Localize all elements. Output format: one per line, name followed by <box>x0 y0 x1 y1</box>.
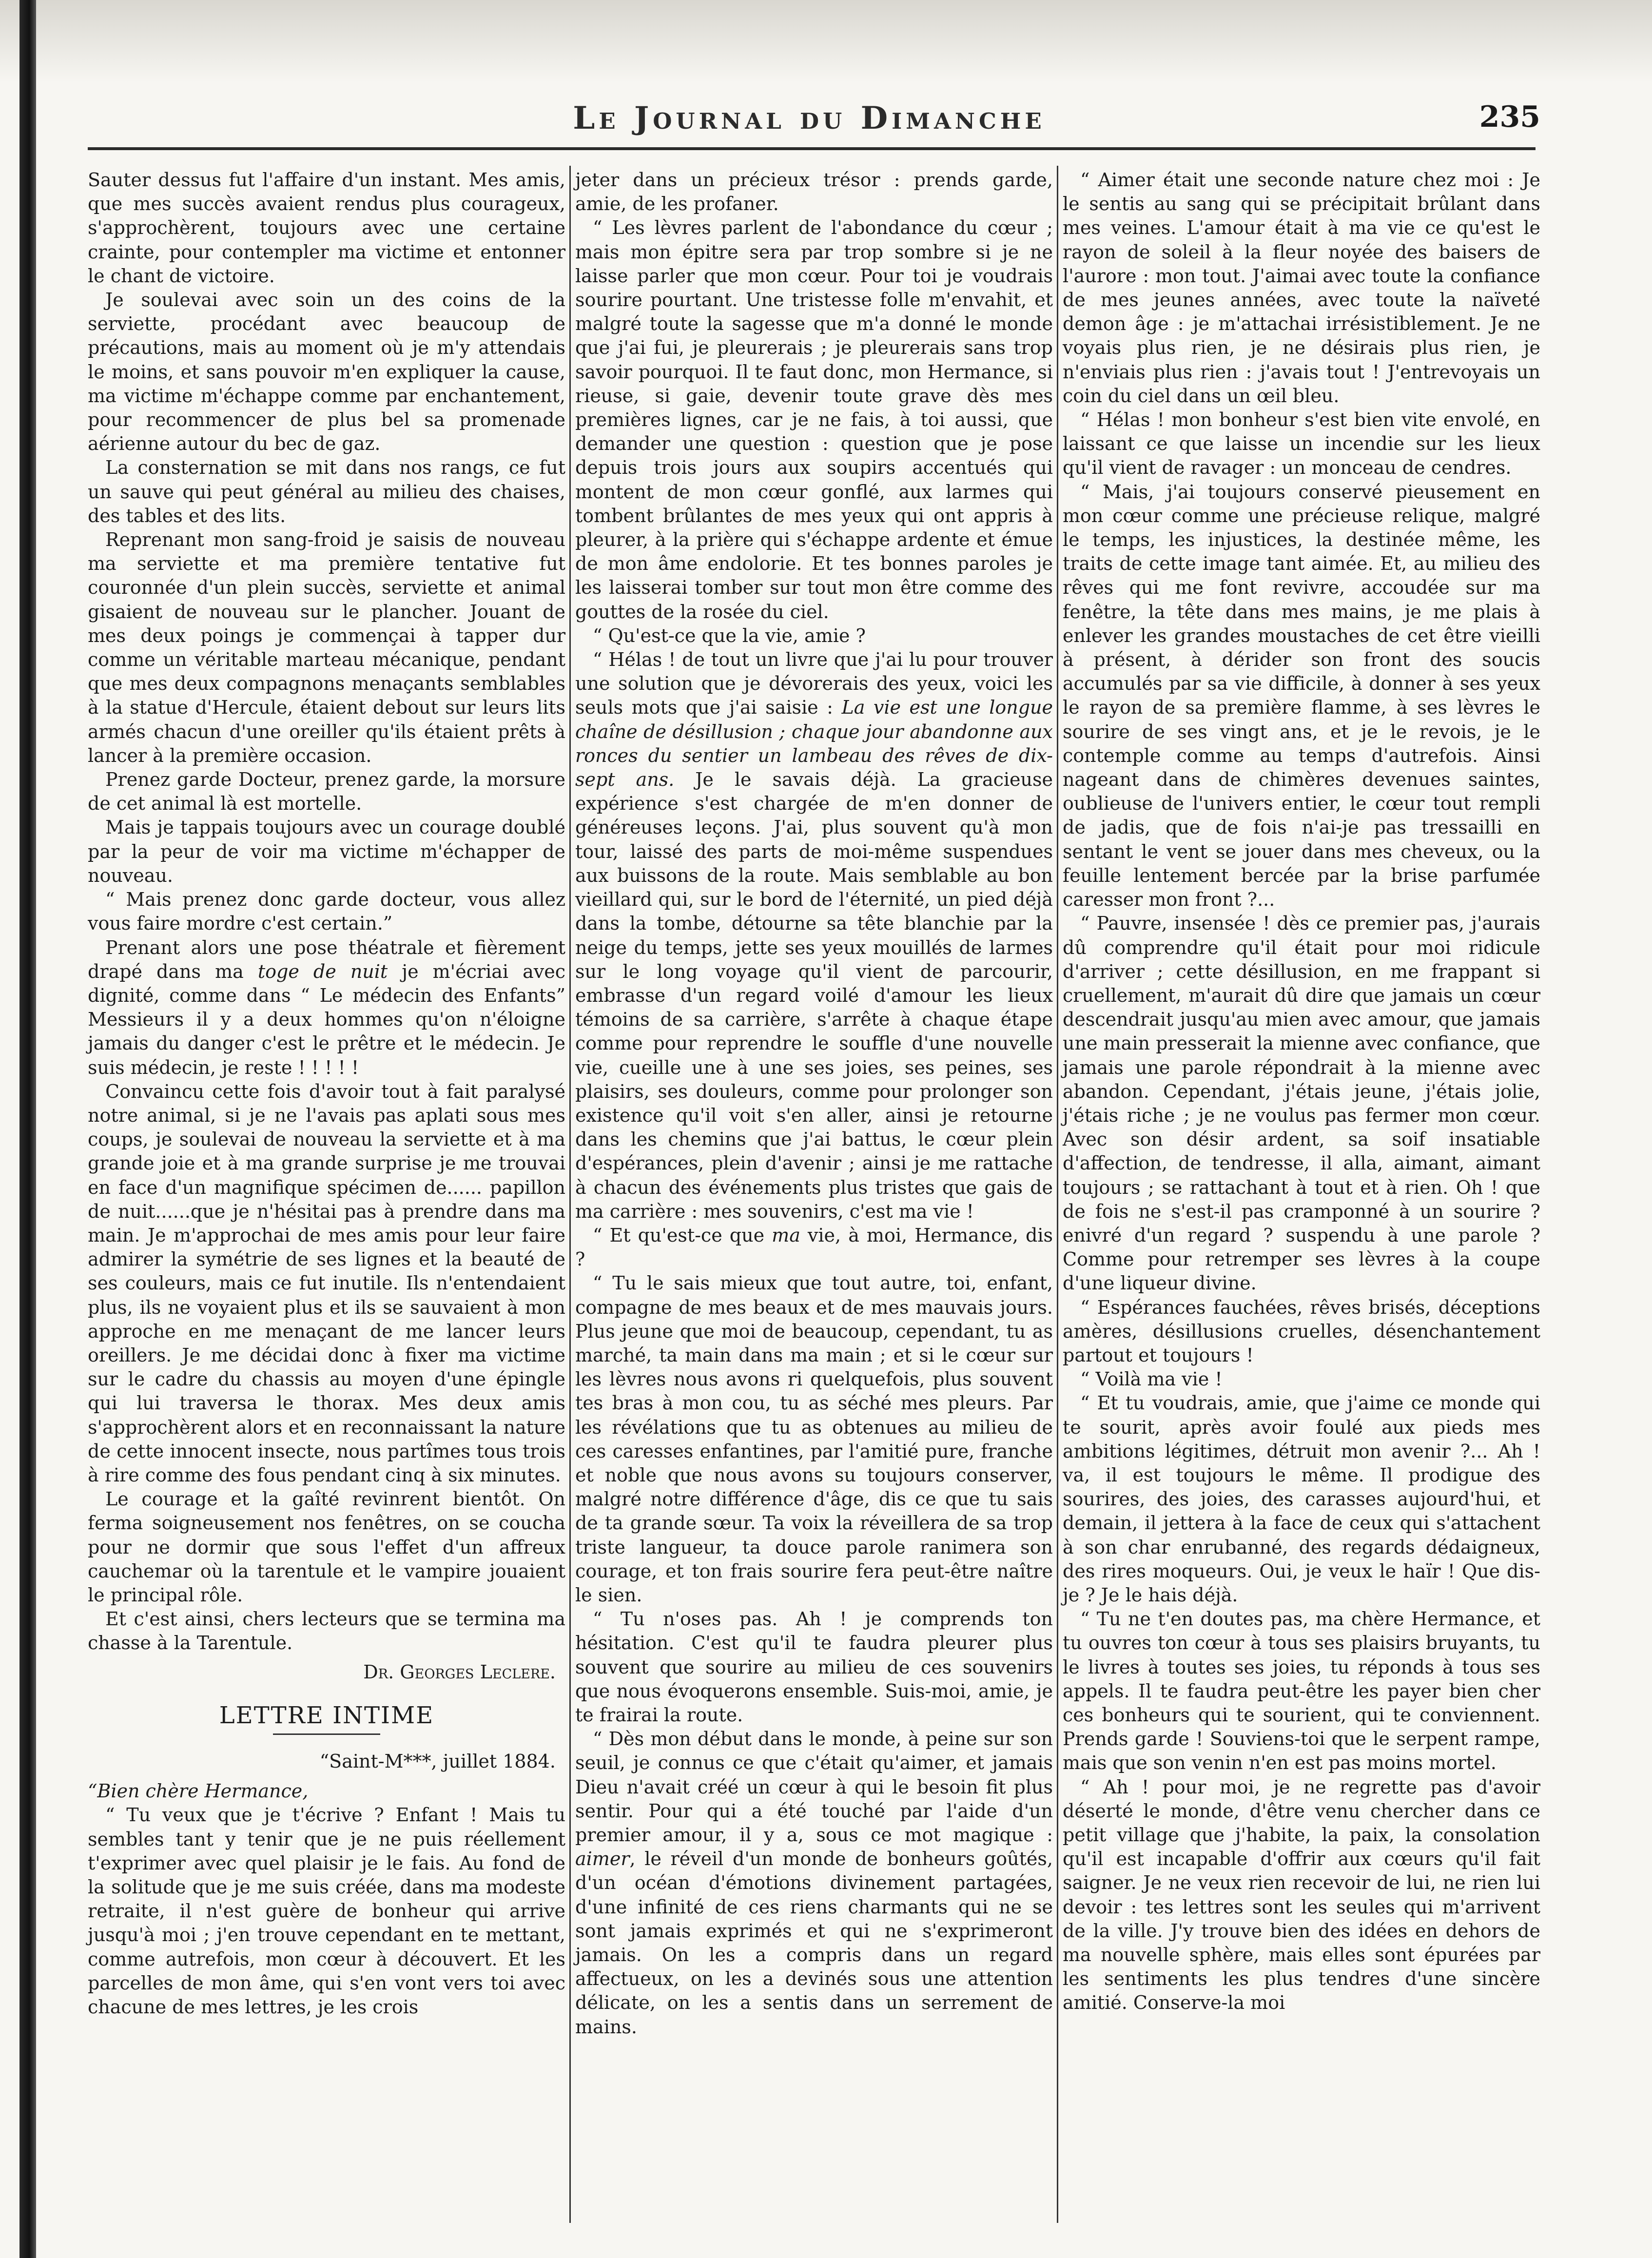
paragraph: “ Voilà ma vie ! <box>1080 1368 1223 1390</box>
paragraph: “ Tu ne t'en doutes pas, ma chère Hermance, et tu ouvres ton cœur à tous ses plaisirs bruyants, tu le livres à toutes ses joies, tu réponds à tous ses appels. Il te faudra peut-être les payer bien cher ces bonheurs qui te sourient, qui te conviennent. Prends garde ! Souviens-toi que le serpent rampe, mais que son venin n'en est pas moins mortel. <box>1063 1608 1540 1774</box>
journal-title: Le Journal du Dimanche <box>573 100 1046 136</box>
text-run: “ Hélas ! de tout un livre que j'ai lu pour trouver une solution que je dévorerais des yeux, voici les seuls mots que j'ai saisie : <box>575 649 1053 719</box>
column-right <box>1063 168 1540 2015</box>
paragraph: Et c'est ainsi, chers lecteurs que se termina ma chasse à la Tarentule. <box>88 1608 565 1654</box>
paragraph <box>575 1224 1053 1271</box>
paragraph: Prenez garde Docteur, prenez garde, la morsure de cet animal là est mortelle. <box>88 769 565 815</box>
letter-dateline: “Saint-M***, juillet 1884. <box>319 1751 556 1772</box>
paragraph: Le courage et la gaîté revinrent bientôt. On ferma soigneusement nos fenêtres, on se coucha pour ne dormir que sous l'effet d'un affreux cauchemar où la tarentule et le vampire jouaient le principal rôle. <box>88 1488 565 1606</box>
header-rule <box>88 147 1535 150</box>
binding-edge <box>19 0 36 2258</box>
text-run: Prenant alors une pose théatrale et fièrement drapé dans ma <box>88 936 565 982</box>
page-header <box>78 90 1540 144</box>
italic-text: toge de nuit <box>257 960 388 982</box>
paragraph: “ Espérances fauchées, rêves brisés, déceptions amères, désillusions cruelles, désenchantement partout et toujours ! <box>1063 1296 1540 1366</box>
italic-text: ma <box>772 1224 800 1246</box>
paragraph: Je soulevai avec soin un des coins de la serviette, procédant avec beaucoup de précautions, mais au moment où je m'y attendais le moins, et sans pouvoir m'en expliquer la cause, ma victime m'échappe comme par enchantement, pour recommencer de plus bel sa promenade aérienne autour du bec de gaz. <box>88 289 565 455</box>
paragraph: “ Pauvre, insensée ! dès ce premier pas, j'aurais dû comprendre qu'il était pour moi ridicule d'arriver ; cette désillusion, en me frappant si cruellement, m'aurait dû dire que jamais un cœur descendrait jusqu'au mien avec amour, que jamais une main presserait la mienne avec confiance, que jamais une parole répondrait à la mienne avec abandon. Cependant, j'étais jeune, j'étais jolie, j'étais riche ; je ne voulus pas fermer mon cœur. Avec son désir ardent, sa soif insatiable d'affection, de tendresse, il alla, aimant, aimant toujours ; se rattachant à tout et à rien. Oh ! que de fois ne s'est-il pas cramponné à un sourire ? enivré d'un regard ? suspendu à une parole ? Comme pour retremper ses lèvres à la coupe d'une liqueur divine. <box>1063 913 1540 1294</box>
paragraph: “ Hélas ! mon bonheur s'est bien vite envolé, en laissant ce que laisse un incendie sur les lieux qu'il vient de ravager : un monceau de cendres. <box>1063 409 1540 479</box>
page-number: 235 <box>1479 100 1540 134</box>
column-left <box>88 168 565 2019</box>
italic-text: La vie est une longue chaîne de désillusion ; chaque jour abandonne aux ronces du sentier un lambeau des rêves de dix-sept ans. <box>575 697 1053 791</box>
column-divider <box>1057 166 1058 2223</box>
paragraph: “ Tu le sais mieux que tout autre, toi, enfant, compagne de mes beaux et de mes mauvais jours. Plus jeune que moi de beaucoup, cependant, tu as marché, ta main dans ma main ; et si le cœur sur les lèvres nous avons ri quelquefois, plus souvent tes bras à mon cou, tu as séché mes pleurs. Par les révélations que tu as obtenues au milieu de ces caresses enfantines, par l'amitié pure, franche et noble que nous avons su toujours conserver, malgré notre différence d'âge, dis ce que tu sais de ta grande sœur. Ta voix la réveillera de sa trop triste langueur, ta douce parole ranimera son courage, et ton frais sourire fera peut-être naître le sien. <box>575 1272 1053 1606</box>
paragraph: “ Tu veux que je t'écrive ? Enfant ! Mais tu sembles tant y tenir que je ne puis réellement t'exprimer avec quel plaisir je le fais. Au fond de la solitude que je me suis créée, dans ma modeste retraite, il n'est guère de bonheur qui arrive jusqu'à moi ; j'en trouve cependant en te mettant, comme autrefois, mon cœur à découvert. Et les parcelles de mon âme, qui s'en vont vers toi avec chacune de mes lettres, je les crois <box>88 1804 565 2018</box>
paragraph: Sauter dessus fut l'affaire d'un instant. Mes amis, que mes succès avaient rendus plus courageux, s'approchèrent, toujours avec une certaine crainte, pour contempler ma victime et entonner le chant de victoire. <box>88 169 565 287</box>
paragraph: “ Mais prenez donc garde docteur, vous allez vous faire mordre c'est certain.” <box>88 889 565 934</box>
column-divider <box>569 166 571 2223</box>
paragraph: Convaincu cette fois d'avoir tout à fait paralysé notre animal, si je ne l'avais pas aplati sous mes coups, je soulevai de nouveau la serviette et à ma grande joie et à ma grande surprise je me trouvai en face d'un magnifique spécimen de...... papillon de nuit......que je n'hésitai pas à prendre dans ma main. Je m'approchai de mes amis pour leur faire admirer la symétrie de ses lignes et la beauté de ses couleurs, mais ce fut inutile. Ils n'entendaient plus, ils ne voyaient plus et ils se sauvaient à mon approche en me menaçant de me lancer leurs oreillers. Je me décidai donc à fixer ma victime sur le cadre du chassis au moyen d'une épingle qui lui traversa le thorax. Mes deux amis s'approchèrent alors et en reconnaissant la nature de cette innocent insecte, nous partîmes tous trois à rire comme des fous pendant cinq à six minutes. <box>88 1080 565 1486</box>
paragraph: jeter dans un précieux trésor : prends garde, amie, de les profaner. <box>575 169 1053 215</box>
italic-text: aimer <box>575 1848 630 1870</box>
column-middle <box>575 168 1053 2039</box>
paragraph: “ Aimer était une seconde nature chez moi : Je le sentis au sang qui se précipitait brûlant dans mes veines. L'amour était à ma vie ce qu'est le rayon de soleil à la fleur noyée des baisers de l'aurore : mon tout. J'aimai avec toute la confiance de mes jeunes années, avec toute la naïveté demon âge : je m'attachai irrésistiblement. Je ne voyais plus rien, je ne désirais plus rien, je n'enviais plus rien : j'avais tout ! J'entrevoyais un coin du ciel dans un œil bleu. <box>1063 169 1540 407</box>
section-rule <box>273 1733 380 1735</box>
paragraph <box>575 1727 1053 2039</box>
paragraph: “ Et tu voudrais, amie, que j'aime ce monde qui te sourit, après avoir foulé aux pieds mes ambitions légitimes, détruit mon avenir ?... Ah ! va, il est toujours le même. Il prodigue des sourires, des joies, des carasses aujourd'hui, et demain, il jettera à la face de ceux qui s'attachent à son char enrubanné, des regards dédaigneux, des rires moqueurs. Oui, je veux le haïr ! Que dis-je ? Je le hais déjà. <box>1063 1392 1540 1606</box>
paragraph: Reprenant mon sang-froid je saisis de nouveau ma serviette et ma première tentative fut couronnée d'un plein succès, serviette et animal gisaient de nouveau sur le plancher. Jouant de mes deux poings je commençai à tapper dur comme un véritable marteau mécanique, pendant que mes deux compagnons menaçants semblables à la statue d'Hercule, étaient debout sur leurs lits armés chacun d'une oreiller qu'ils étaient prêts à lancer à la première occasion. <box>88 529 565 766</box>
section-title: LETTRE INTIME <box>219 1701 434 1729</box>
paragraph <box>88 936 565 1080</box>
text-run: , le réveil d'un monde de bonheurs goûtés, d'un océan d'émotions divinement partagées, d'une infinité de ces riens charmants qui ne se sont jamais exprimés et qui ne s'exprimeront jamais. On les a compris dans un regard affectueux, on les a devinés sous une attention délicate, on les a sentis dans un serrement de mains. <box>575 1848 1053 2038</box>
paragraph: “ Les lèvres parlent de l'abondance du cœur ; mais mon épitre sera par trop sombre si je ne laisse parler que mon cœur. Pour toi je voudrais sourire pourtant. Une tristesse folle m'envahit, et malgré toute la sagesse que m'a donné le monde que j'ai fui, je pleurerais ; je pleurerais sans trop savoir pourquoi. Il te faut donc, mon Hermance, si rieuse, si gaie, devenir toute grave dès mes premières lignes, car je ne fais, à toi aussi, que demander une question : question que je pose depuis trois jours aux soupirs accentués qui montent de mon cœur gonflé, aux larmes qui tombent brûlantes de mes yeux qui ont appris à pleurer, à la prière qui s'échappe ardente et émue de mon âme endolorie. Et tes bonnes paroles je les laisserai tomber sur tout mon être comme des gouttes de la rosée du ciel. <box>575 217 1053 623</box>
paragraph: “ Tu n'oses pas. Ah ! je comprends ton hésitation. C'est qu'il te faudra pleurer plus souvent que sourire au milieu de ces souvenirs que nous évoquerons ensemble. Suis-moi, amie, je te frairai la route. <box>575 1608 1053 1726</box>
author-signature: Dr. Georges Leclere. <box>363 1661 556 1683</box>
page-top-shading <box>0 0 1652 83</box>
text-run: “ Et qu'est-ce que <box>593 1224 772 1246</box>
text-run: je m'écriai avec dignité, comme dans “ Le médecin des Enfants” Messieurs il y a deux hommes qu'on n'éloigne jamais du danger c'est le prêtre et le médecin. Je suis médecin, je reste ! ! ! ! ! <box>88 960 566 1078</box>
paragraph <box>575 648 1053 1224</box>
paragraph: “ Ah ! pour moi, je ne regrette pas d'avoir déserté le monde, d'être venu chercher dans ce petit village que j'habite, la paix, la consolation qu'il est incapable d'offrir aux cœurs qu'il fait saigner. Je ne veux rien recevoir de lui, ne rien lui devoir : tes lettres sont les seules qui m'arrivent de la ville. J'y trouve bien des idées en dehors de ma nouvelle sphère, mais elles sont épurées par les sentiments les plus tendres d'une sincère amitié. Conserve-la moi <box>1063 1776 1540 2014</box>
paragraph: “ Qu'est-ce que la vie, amie ? <box>593 624 866 646</box>
text-run: vie, à moi, Hermance, dis ? <box>575 1224 1053 1270</box>
text-run: Je le savais déjà. La gracieuse expérience s'est chargée de m'en donner de généreuses leçons. J'ai, plus souvent qu'à mon tour, laissé des parts de moi-même suspendues aux buissons de la route. Mais semblable au bon vieillard qui, sur le bord de l'éternité, un pied déjà dans la tombe, détourne sa tête blanchie par la neige du temps, jette ses yeux mouillés de larmes sur le long voyage qu'il vient de parcourir, embrasse d'un regard voilé d'amour les lieux témoins de sa carrière, s'arrête à chaque étape comme pour reprendre le souffle d'une nouvelle vie, cueille une à une ses joies, ses peines, ses plaisirs, ses douleurs, comme pour prolonger son existence qu'il voit s'en aller, ainsi je retourne dans les chemins que j'ai battus, le cœur plein d'espérances, plein d'avenir ; ainsi je me rattache à chacun des événements plus tristes que gais de ma carrière : mes souvenirs, c'est ma vie ! <box>575 769 1053 1222</box>
letter-salutation: “Bien chère Hermance, <box>88 1780 309 1802</box>
paragraph: Mais je tappais toujours avec un courage doublé par la peur de voir ma victime m'échapper de nouveau. <box>88 817 565 886</box>
text-run: “ Dès mon début dans le monde, à peine sur son seuil, je connus ce que c'était qu'aimer, et jamais Dieu n'avait créé un cœur à qui le besoin fit plus sentir. Pour qui a été touché par l'aide d'un premier amour, il y a, sous ce mot magique : <box>575 1728 1053 1846</box>
paragraph: La consternation se mit dans nos rangs, ce fut un sauve qui peut général au milieu des chaises, des tables et des lits. <box>88 457 565 526</box>
paragraph: “ Mais, j'ai toujours conservé pieusement en mon cœur comme une précieuse relique, malgré le temps, les injustices, la destinée même, les traits de cette image tant aimée. Et, au milieu des rêves qui me font revivre, accoudée sur ma fenêtre, la tête dans mes mains, je me plais à enlever les grandes moustaches de cet être vieilli à présent, à dérider son front des soucis accumulés par sa vie difficile, à donner à ses yeux le rayon de sa première flamme, à ses lèvres le sourire de ses vingt ans, et je le revois, je le contemple comme au temps d'autrefois. Ainsi nageant dans de chimères devenues saintes, oublieuse de l'univers entier, le cœur tout rempli de jadis, que de fois n'ai-je pas tressailli en sentant le vent se jouer dans mes cheveux, ou la feuille lentement bercée par la brise parfumée caresser mon front ?... <box>1063 481 1540 911</box>
